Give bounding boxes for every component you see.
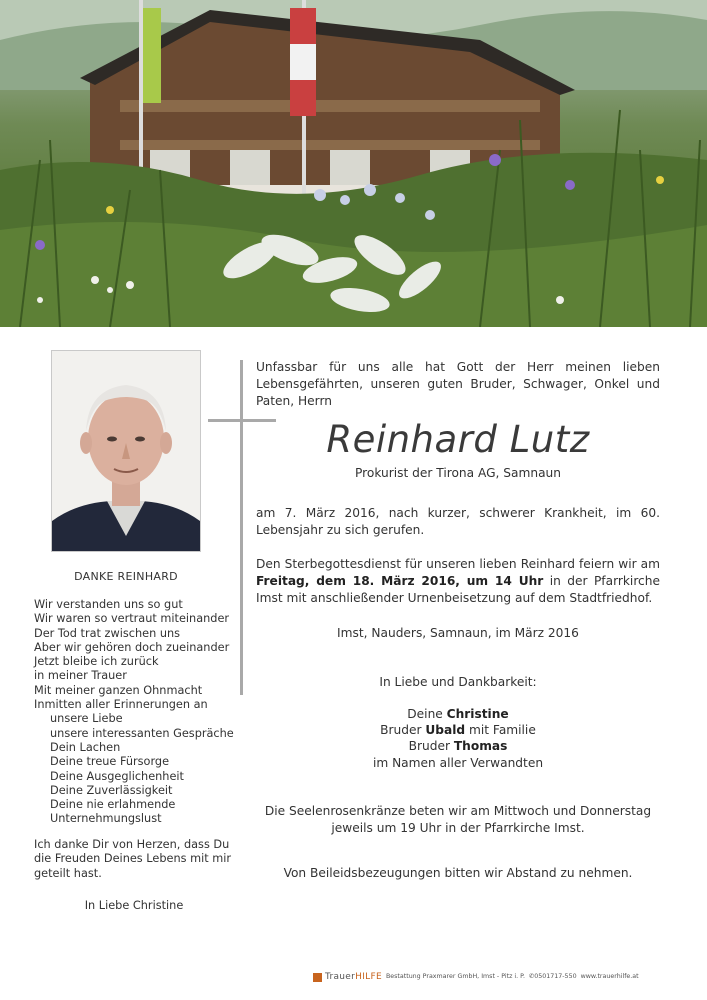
poem-title: DANKE REINHARD (74, 570, 178, 583)
condolences-note: Von Beileidsbezeugungen bitten wir Abstand zu nehmen. (283, 866, 633, 880)
intro-text: Unfassbar für uns alle hat Gott der Herr meinen lieben Lebensgefährten, unseren guten Bruder, Schwager, Onkel und Paten, Herrn (256, 360, 660, 408)
poem-signature: In Liebe Christine (84, 899, 184, 912)
poem-line: Jetzt bleibe ich zurück (34, 655, 159, 669)
alpine-meadow-photo-icon (0, 0, 707, 327)
mourner-line (256, 722, 660, 738)
poem-line: Mit meiner ganzen Ohnmacht (34, 683, 203, 697)
poem-closing-line: Ich danke Dir von Herzen, dass Du (34, 838, 230, 851)
service-text-pre: Den Sterbegottesdienst für unseren lieben Reinhard feiern wir am (256, 557, 660, 571)
cross-vertical-bar (240, 360, 243, 695)
mourner-relation: Deine (407, 707, 447, 721)
poem-closing-line: geteilt hast. (34, 866, 102, 880)
poem-closing-line: die Freuden Deines Lebens mit mir (34, 852, 232, 866)
poem-line: Wir verstanden uns so gut (34, 598, 183, 611)
deceased-name: Reinhard Lutz (326, 418, 590, 461)
rosary-line: Die Seelenrosenkränze beten wir am Mittwoch und Donnerstag (264, 804, 652, 818)
mourner-line: im Namen aller Verwandten (372, 755, 544, 770)
mourner-relation: Bruder (408, 739, 454, 754)
service-text (256, 556, 660, 607)
rosary-info (256, 803, 660, 837)
poem-line: Wir waren so vertraut miteinander (34, 612, 230, 626)
mourner-line (256, 738, 660, 754)
poem-line: Der Tod trat zwischen uns (34, 626, 181, 640)
footer-company: Bestattung Praxmarer GmbH, Imst - Pitz i. P. (385, 973, 525, 980)
brand-name (325, 972, 382, 982)
poem-line-indented: Deine Zuverlässigkeit (50, 783, 173, 797)
mourner-name: Thomas (453, 739, 508, 754)
portrait-photo-icon (52, 351, 200, 551)
mourners-list (256, 706, 660, 771)
poem-line: Aber wir gehören doch zueinander (34, 640, 230, 654)
poem-closing (34, 838, 234, 881)
footer (313, 970, 693, 984)
mourner-relation: Bruder (380, 723, 426, 738)
poem-line-indented: unsere interessanten Gespräche (50, 726, 234, 740)
poem-line-indented: Deine nie erlahmende (50, 798, 176, 812)
deceased-role: Prokurist der Tirona AG, Samnaun (354, 466, 561, 480)
poem-line: in meiner Trauer (34, 669, 127, 683)
footer-phone: ✆0501717-550 (528, 973, 577, 980)
brand-part-a: Trauer (325, 972, 356, 982)
trauerhilfe-logo-icon (313, 973, 322, 982)
brand-part-b: HILFE (355, 972, 382, 982)
meadow-banner-image (0, 0, 707, 327)
poem-line: Inmitten aller Erinnerungen an (34, 698, 208, 712)
love-line: In Liebe und Dankbarkeit: (379, 675, 537, 689)
mourner-suffix: mit Familie (465, 723, 536, 738)
place-date: Imst, Nauders, Samnaun, im März 2016 (337, 626, 579, 640)
mourner-name: Ubald (425, 723, 466, 738)
footer-website[interactable]: www.trauerhilfe.at (580, 973, 639, 980)
poem-line-indented: Unternehmungslust (50, 812, 162, 826)
deceased-portrait (51, 350, 201, 552)
mourner-line (256, 706, 660, 722)
service-date: Freitag, dem 18. März 2016, um 14 Uhr (256, 574, 544, 588)
mourner-name: Christine (446, 707, 509, 721)
poem-line-indented: unsere Liebe (50, 712, 123, 726)
poem-body (34, 598, 234, 827)
death-text: am 7. März 2016, nach kurzer, schwerer Krankheit, im 60. Lebensjahr zu sich gerufen. (256, 506, 660, 537)
service-text-post: in der Pfarrkirche Imst mit anschließender Urnenbeisetzung auf dem Stadtfriedhof. (256, 574, 660, 605)
rosary-line: jeweils um 19 Uhr in der Pfarrkirche Imst. (331, 821, 585, 835)
poem-line-indented: Deine treue Fürsorge (50, 755, 170, 769)
poem-line-indented: Dein Lachen (50, 740, 121, 754)
poem-line-indented: Deine Ausgeglichenheit (50, 769, 184, 783)
